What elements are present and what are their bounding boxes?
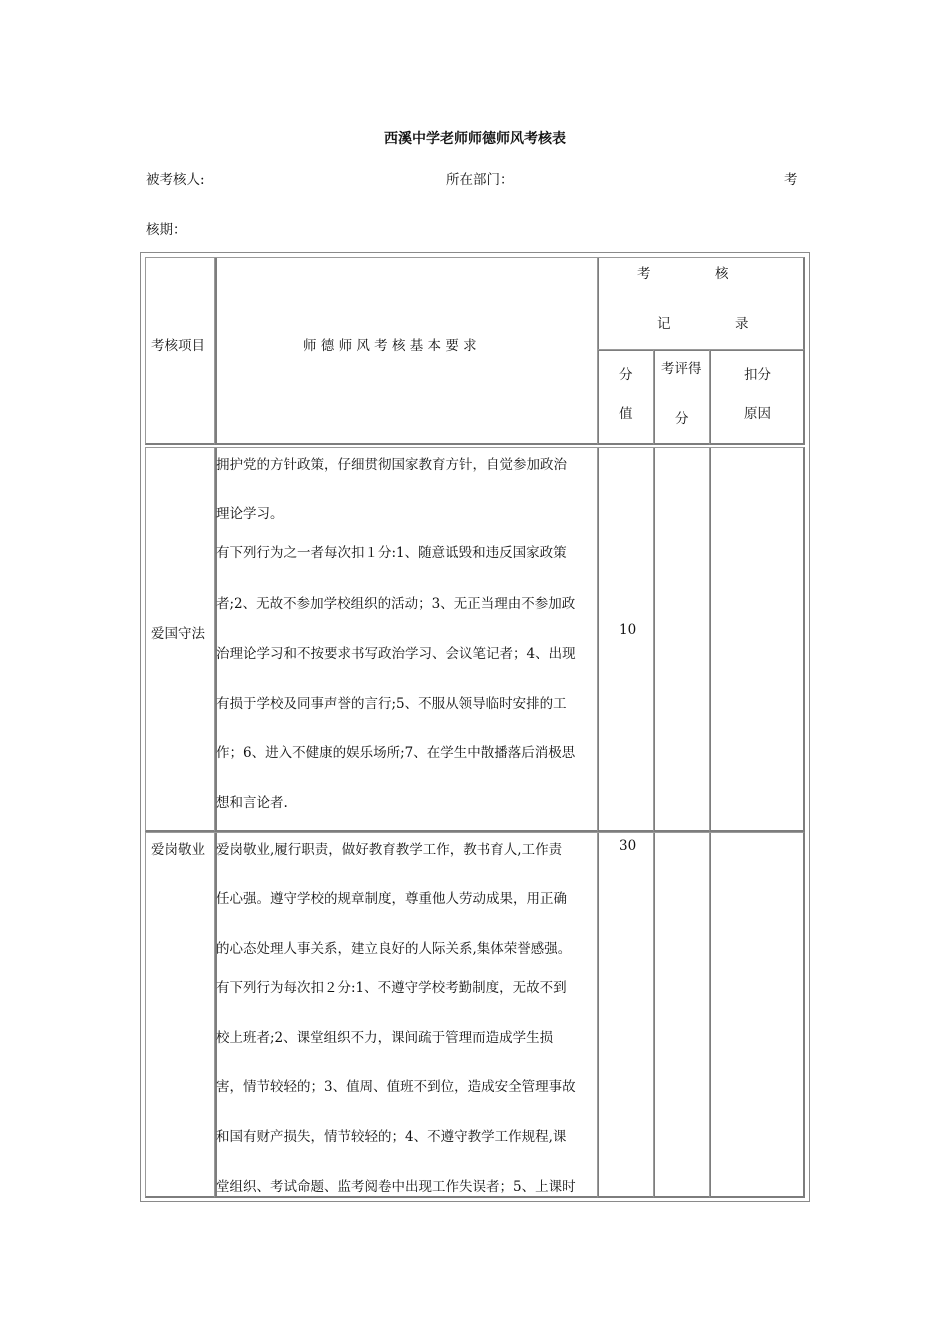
header-score-label: 分 [619, 367, 633, 383]
row-eval-cell [653, 832, 711, 1198]
requirement-line: 的心态处理人事关系，建立良好的人际关系,集体荣誉感强。 [216, 941, 572, 957]
header-item-label: 考核项目 [151, 338, 205, 354]
header-score-label: 值 [619, 406, 633, 422]
examinee-label: 被考核人: [146, 172, 205, 188]
requirement-line: 想和言论者. [216, 795, 288, 811]
requirement-line: 有损于学校及同事声誉的言行;5、不服从领导临时安排的工 [216, 696, 567, 712]
document-title: 西溪中学老师师德师风考核表 [384, 131, 566, 147]
header-deduct-label: 扣分 [744, 367, 771, 383]
requirement-line: 任心强。遵守学校的规章制度，尊重他人劳动成果，用正确 [216, 891, 567, 907]
requirement-line: 拥护党的方针政策，仔细贯彻国家教育方针，自觉参加政治 [216, 457, 567, 473]
row-score-value: 30 [619, 838, 637, 854]
requirement-line: 堂组织、考试命题、监考阅卷中出现工作失误者；5、上课时 [216, 1179, 576, 1195]
row-eval-cell [653, 447, 711, 832]
department-label: 所在部门： [446, 172, 514, 188]
requirement-line: 有下列行为每次扣２分:1、不遵守学校考勤制度，无故不到 [216, 980, 567, 996]
header-record-char: 核 [715, 266, 729, 282]
header-record-char: 记 [657, 316, 671, 332]
requirement-line: 校上班者;2、课堂组织不力，课间疏于管理而造成学生损 [216, 1030, 554, 1046]
header-record-cell [597, 257, 805, 351]
header-record-char: 考 [637, 266, 651, 282]
requirement-line: 治理论学习和不按要求书写政治学习、会议笔记者；4、出现 [216, 646, 576, 662]
row-score-cell [597, 447, 655, 832]
period-label-start: 考 [784, 172, 798, 188]
requirement-line: 作；6、进入不健康的娱乐场所;7、在学生中散播落后消极思 [216, 745, 576, 761]
requirement-line: 爱岗敬业,履行职责，做好教育教学工作，教书育人,工作责 [216, 842, 563, 858]
requirement-line: 和国有财产损失，情节较轻的；4、不遵守教学工作规程,课 [216, 1129, 567, 1145]
row-deduct-cell [709, 832, 805, 1198]
row-deduct-cell [709, 447, 805, 832]
row-score-value: 10 [619, 622, 637, 638]
header-deduct-label: 原因 [744, 406, 771, 422]
header-record-char: 录 [735, 316, 749, 332]
row-score-cell [597, 832, 655, 1198]
row-item-label: 爱国守法 [151, 626, 205, 642]
requirement-line: 理论学习。 [216, 506, 284, 522]
header-eval-label: 分 [675, 411, 689, 427]
requirement-line: 有下列行为之一者每次扣１分:1、随意诋毁和违反国家政策 [216, 545, 567, 561]
row-item-cell [145, 832, 217, 1198]
header-requirements-label: 师 德 师 风 考 核 基 本 要 求 [303, 338, 477, 354]
row-item-label: 爱岗敬业 [151, 842, 205, 858]
requirement-line: 害，情节较轻的；3、值周、值班不到位，造成安全管理事故 [216, 1079, 576, 1095]
requirement-line: 者;2、无故不参加学校组织的活动；3、无正当理由不参加政 [216, 596, 576, 612]
period-label-end: 核期： [146, 222, 187, 238]
header-eval-label: 考评得 [661, 361, 702, 377]
